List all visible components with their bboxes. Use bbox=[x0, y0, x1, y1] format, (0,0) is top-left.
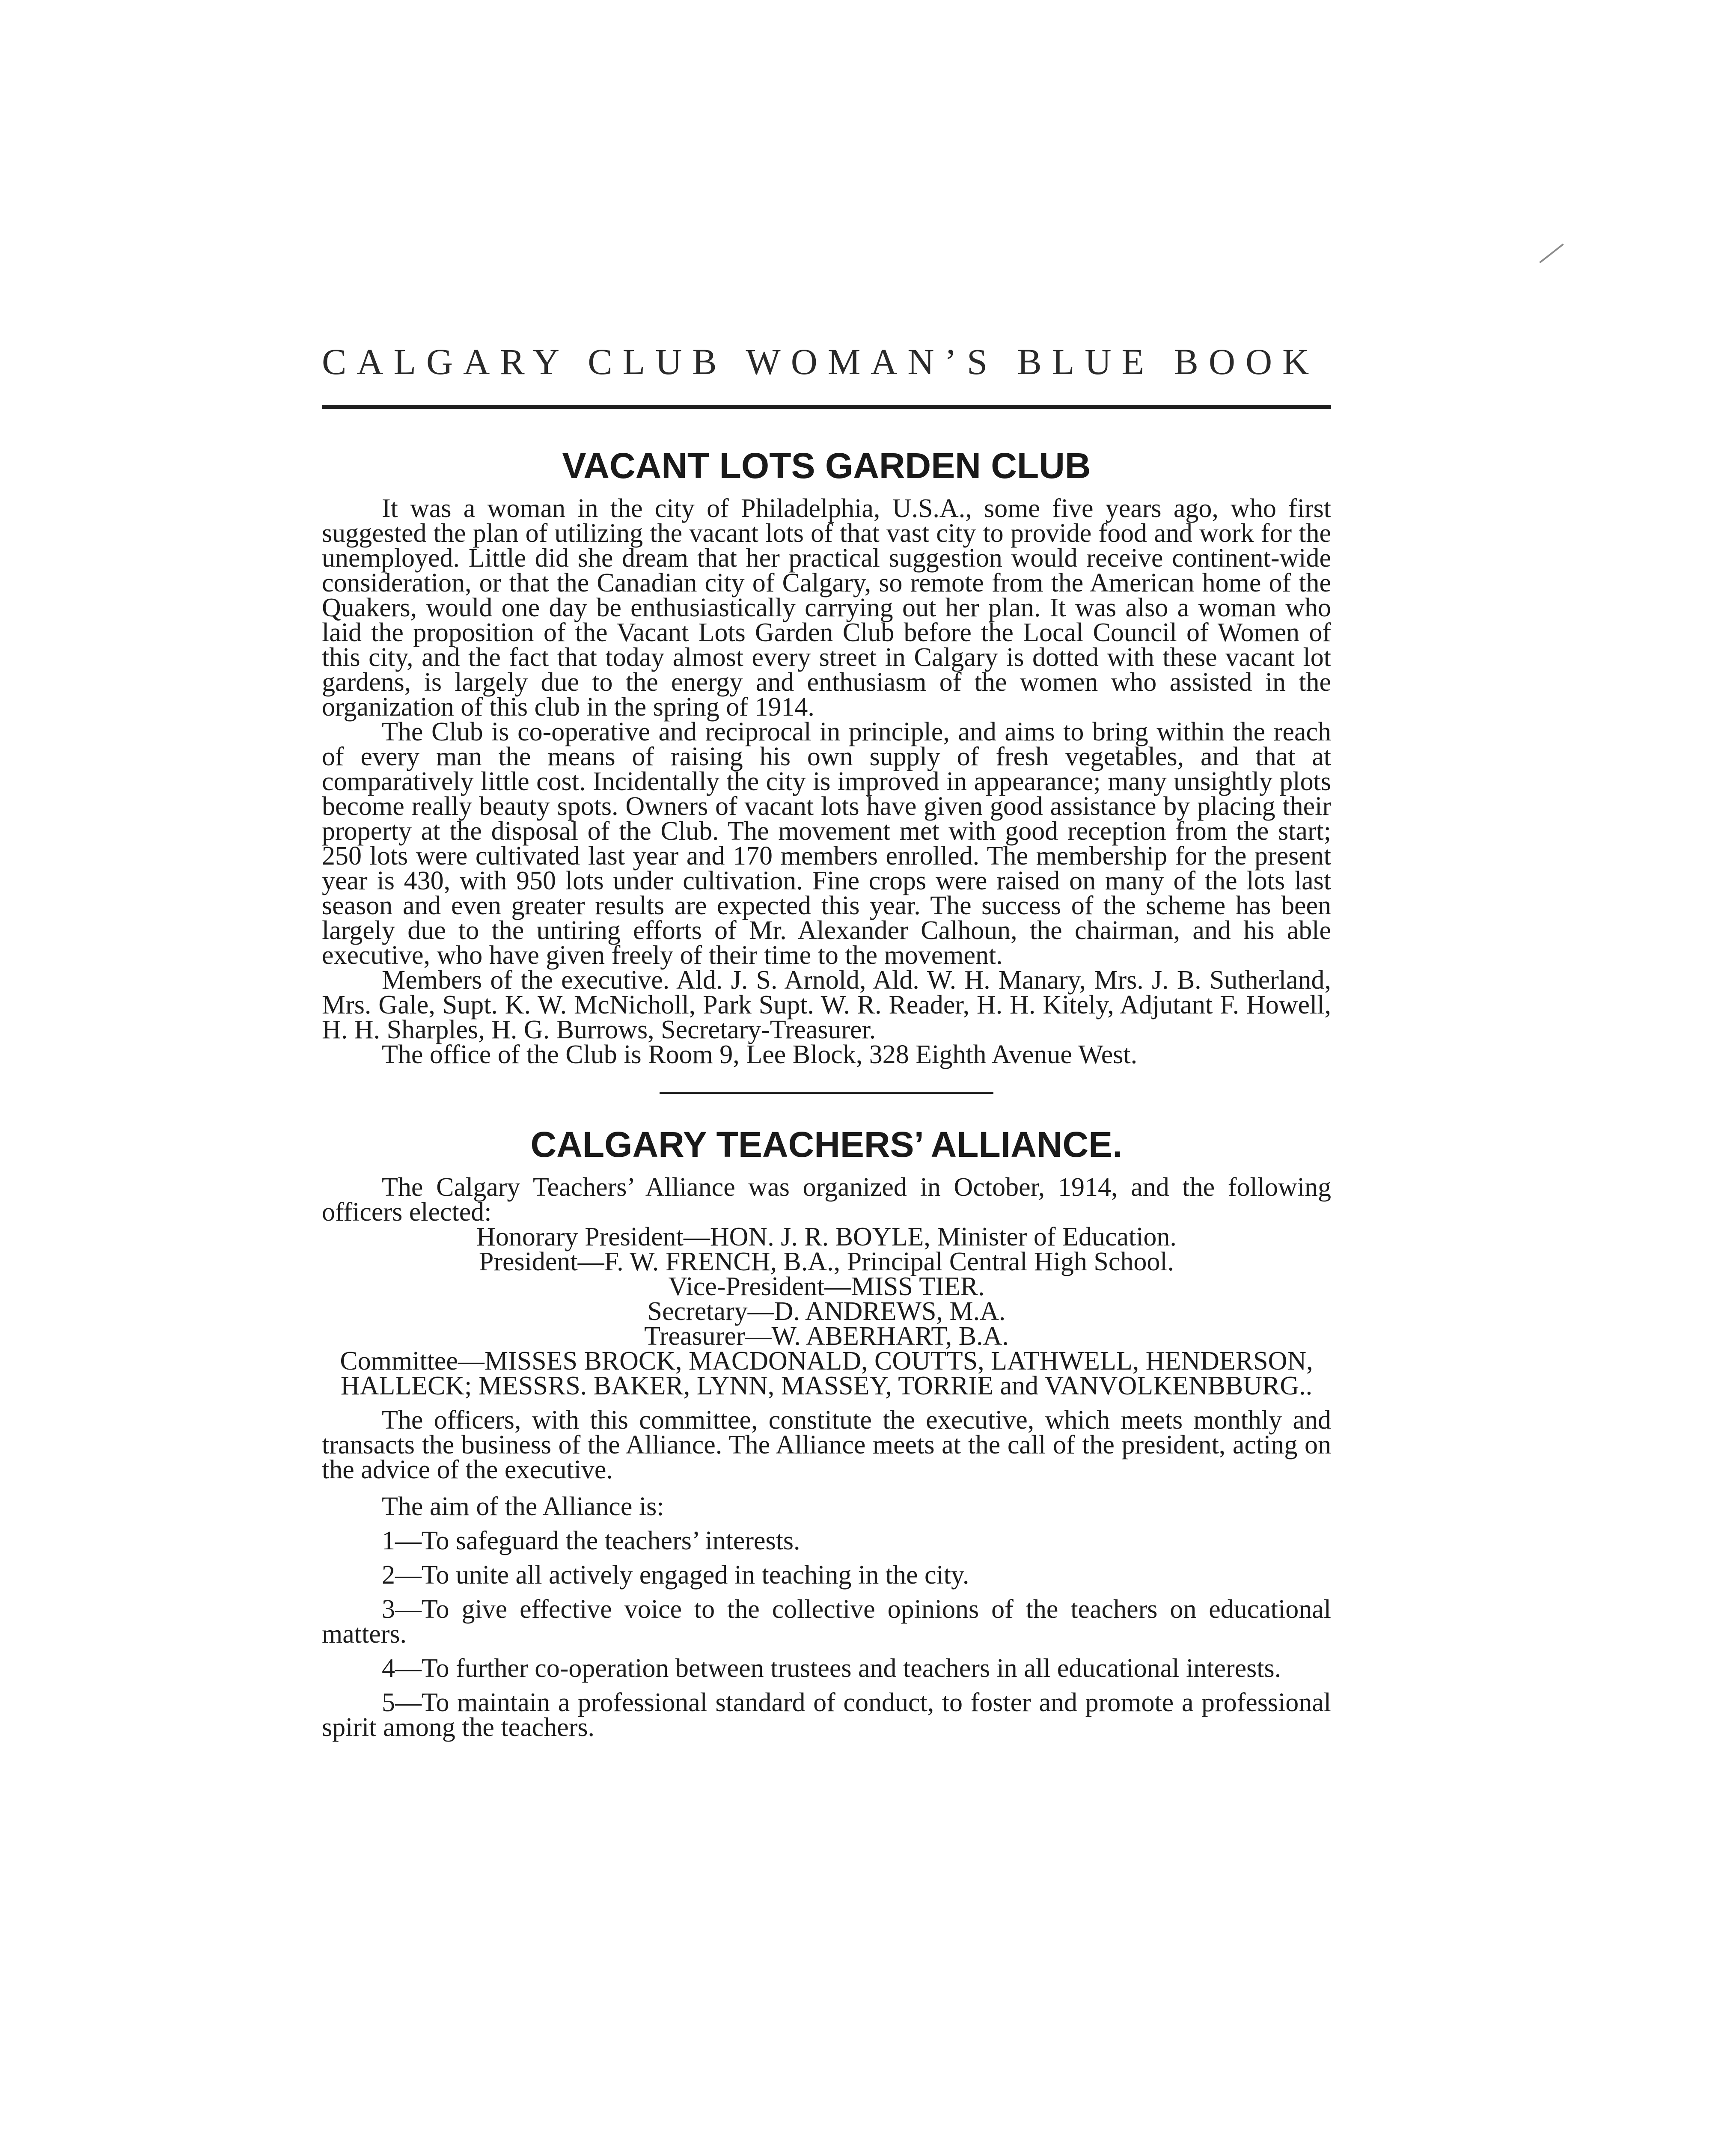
officer-vice-president: Vice-President—MISS TIER. bbox=[668, 1272, 985, 1301]
officer-honorary-president: Honorary President—HON. J. R. BOYLE, Minister of Education. bbox=[476, 1222, 1177, 1251]
officer-president: President—F. W. FRENCH, B.A., Principal Central High School. bbox=[479, 1247, 1174, 1276]
officer-list bbox=[322, 1222, 1331, 1400]
alliance-intro: The Calgary Teachers’ Alliance was organized in October, 1914, and the following officers elected: bbox=[322, 1173, 1331, 1227]
vacant-lots-paragraph-1: It was a woman in the city of Philadelphia, U.S.A., some five years ago, who first suggested the plan of utilizing the vacant lots of that vast city to provide food and work for the unemployed. Little did she dream that her practical suggestion would receive continent-wide consideration, or that the Canadian city of Calgary, so remote from the American home of the Quakers, would one day be enthusiastically carrying out her plan. It was also a woman who laid the proposition of the Vacant Lots Garden Club before the Local Council of Women of this city, and the fact that today almost every street in Calgary is dotted with these vacant lot gardens, is largely due to the energy and enthusiasm of the women who assisted in the organization of this club in the spring of 1914. bbox=[322, 494, 1331, 722]
vacant-lots-executive: Members of the executive. Ald. J. S. Arnold, Ald. W. H. Manary, Mrs. J. B. Sutherland, Mrs. Gale, Supt. K. W. McNicholl, Park Supt. W. R. Reader, H. H. Kitely, Adjutant F. Howell, H. H. Sharples, H. G. Burrows, Secretary-Treasurer. bbox=[322, 966, 1331, 1044]
alliance-aim-1: 1—To safeguard the teachers’ interests. bbox=[382, 1526, 800, 1555]
alliance-aim-3: 3—To give effective voice to the collective opinions of the teachers on educational matters. bbox=[322, 1595, 1331, 1649]
alliance-aim-intro: The aim of the Alliance is: bbox=[382, 1492, 664, 1521]
vacant-lots-title: VACANT LOTS GARDEN CLUB bbox=[562, 446, 1091, 486]
alliance-title: CALGARY TEACHERS’ ALLIANCE. bbox=[530, 1124, 1123, 1165]
stray-pen-mark bbox=[1539, 244, 1564, 263]
officer-committee: Committee—MISSES BROCK, MACDONALD, COUTTS, LATHWELL, HENDERSON, HALLECK; MESSRS. BAKER, LYNN, MASSEY, TORRIE and VANVOLKENBBURG.. bbox=[340, 1346, 1313, 1400]
header-rule bbox=[322, 405, 1331, 409]
running-header: CALGARY CLUB WOMAN’S BLUE BOOK bbox=[322, 341, 1320, 382]
section-divider bbox=[660, 1092, 993, 1094]
alliance-executive-note: The officers, with this committee, constitute the executive, which meets monthly and transacts the business of the Alliance. The Alliance meets at the call of the president, acting on the advice of the executive. bbox=[322, 1406, 1331, 1484]
officer-secretary: Secretary—D. ANDREWS, M.A. bbox=[647, 1297, 1006, 1326]
vacant-lots-office: The office of the Club is Room 9, Lee Block, 328 Eighth Avenue West. bbox=[382, 1040, 1138, 1069]
officer-treasurer: Treasurer—W. ABERHART, B.A. bbox=[644, 1322, 1009, 1351]
vacant-lots-paragraph-2: The Club is co-operative and reciprocal in principle, and aims to bring within the reach of every man the means of raising his own supply of fresh vegetables, and that at comparatively little cost. Incidentally the city is improved in appearance; many unsightly plots become really beauty spots. Owners of vacant lots have given good assistance by placing their property at the disposal of the Club. The movement met with good reception from the start; 250 lots were cultivated last year and 170 members enrolled. The membership for the present year is 430, with 950 lots under cultivation. Fine crops were raised on many of the lots last season and even greater results are expected this year. The success of the scheme has been largely due to the untiring efforts of Mr. Alexander Calhoun, the chairman, and his able executive, who have given freely of their time to the movement. bbox=[322, 717, 1331, 970]
alliance-aim-4: 4—To further co-operation between trustees and teachers in all educational interests. bbox=[382, 1654, 1281, 1683]
alliance-aim-5: 5—To maintain a professional standard of conduct, to foster and promote a professional spirit among the teachers. bbox=[322, 1688, 1331, 1742]
alliance-aim-2: 2—To unite all actively engaged in teaching in the city. bbox=[382, 1560, 969, 1590]
page-content bbox=[322, 445, 1331, 1740]
